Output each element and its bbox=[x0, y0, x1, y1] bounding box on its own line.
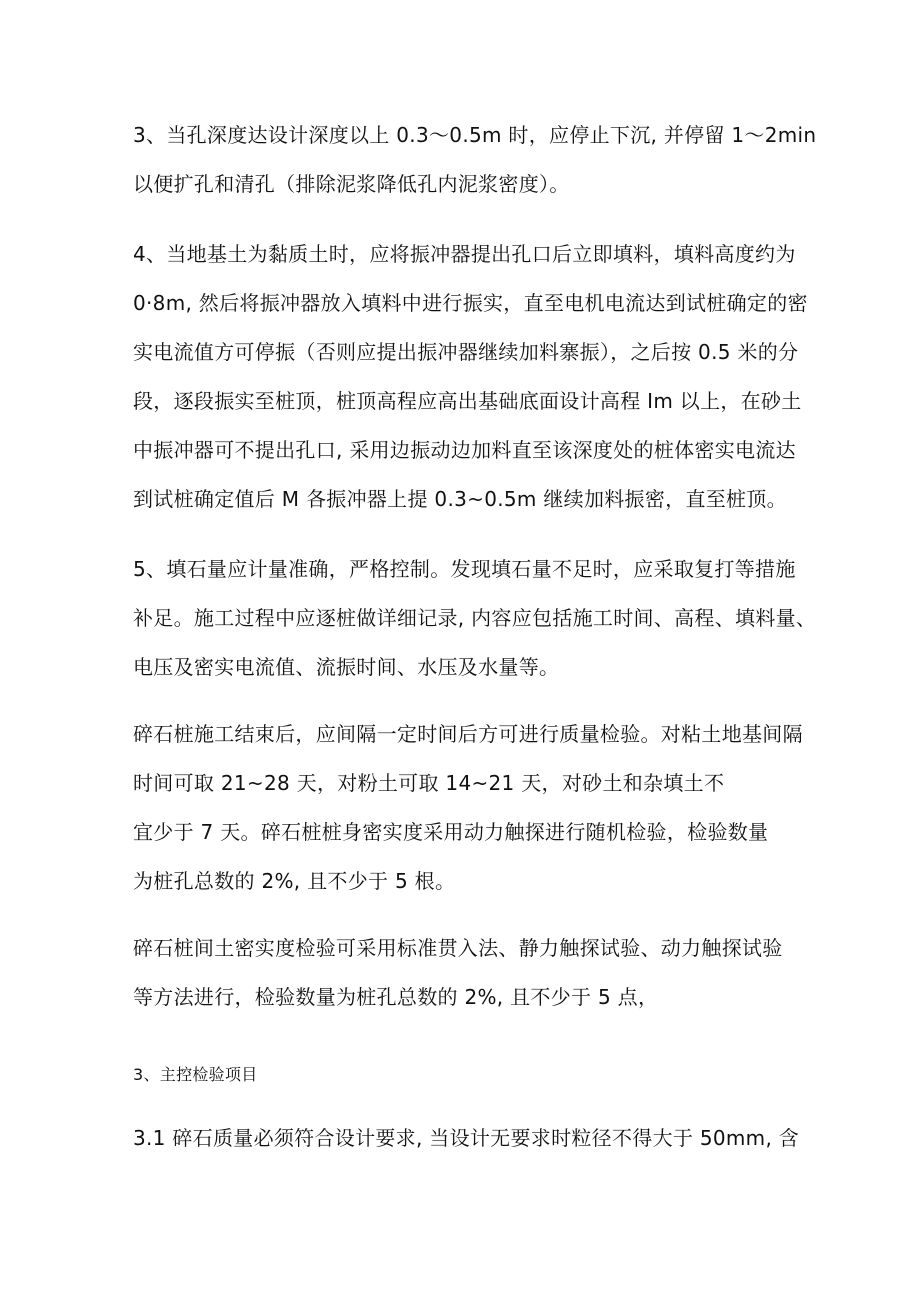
paragraph-5-line-1: 碎石桩间土密实度检验可采用标准贯入法、静力触探试验、动力触探试验 bbox=[133, 936, 783, 960]
paragraph-4-line-3: 宜少于 7 天。碎石桩桩身密实度采用动力触探进行随机检验，检验数量 bbox=[133, 820, 769, 844]
paragraph-1-line-2: 以便扩孔和清孔（排除泥浆降低孔内泥浆密度）。 bbox=[133, 172, 570, 196]
section-heading: 3、主控检验项目 bbox=[133, 1065, 258, 1084]
paragraph-2-line-1: 4、当地基土为黏质土时，应将振冲器提出孔口后立即填料，填料高度约为 bbox=[133, 242, 796, 266]
paragraph-6-line-1: 3.1 碎石质量必须符合设计要求, 当设计无要求时粒径不得大于 50mm, 含 bbox=[133, 1126, 800, 1150]
paragraph-2-line-5: 中振冲器可不提出孔口, 采用边振动边加料直至该深度处的桩体密实电流达 bbox=[133, 438, 796, 462]
paragraph-2-line-6: 到试桩确定值后 M 各振冲器上提 0.3~0.5m 继续加料振密，直至桩顶。 bbox=[133, 487, 787, 511]
paragraph-2-line-4: 段，逐段振实至桩顶，桩顶高程应高出基础底面设计高程 Im 以上，在砂土 bbox=[133, 389, 802, 413]
paragraph-5-line-2: 等方法进行，检验数量为桩孔总数的 2%, 且不少于 5 点， bbox=[133, 985, 659, 1009]
paragraph-4-line-1: 碎石桩施工结束后，应间隔一定时间后方可进行质量检验。对粘土地基间隔 bbox=[133, 722, 803, 746]
paragraph-4-line-4: 为桩孔总数的 2%, 且不少于 5 根。 bbox=[133, 869, 456, 893]
paragraph-4-line-2: 时间可取 21~28 天，对粉土可取 14~21 天，对砂土和杂填土不 bbox=[133, 771, 725, 795]
paragraph-1-line-1: 3、当孔深度达设计深度以上 0.3～0.5m 时，应停止下沉, 并停留 1～2min bbox=[133, 123, 817, 147]
paragraph-3-line-2: 补足。施工过程中应逐桩做详细记录, 内容应包括施工时间、高程、填料量、 bbox=[133, 606, 817, 630]
paragraph-2-line-3: 实电流值方可停振（否则应提出振冲器继续加料寨振），之后按 0.5 米的分 bbox=[133, 340, 799, 364]
paragraph-3-line-1: 5、填石量应计量准确，严格控制。发现填石量不足时，应采取复打等措施 bbox=[133, 557, 796, 581]
paragraph-3-line-3: 电压及密实电流值、流振时间、水压及水量等。 bbox=[133, 655, 560, 679]
paragraph-2-line-2: 0·8m, 然后将振冲器放入填料中进行振实，直至电机电流达到试桩确定的密 bbox=[133, 291, 808, 315]
